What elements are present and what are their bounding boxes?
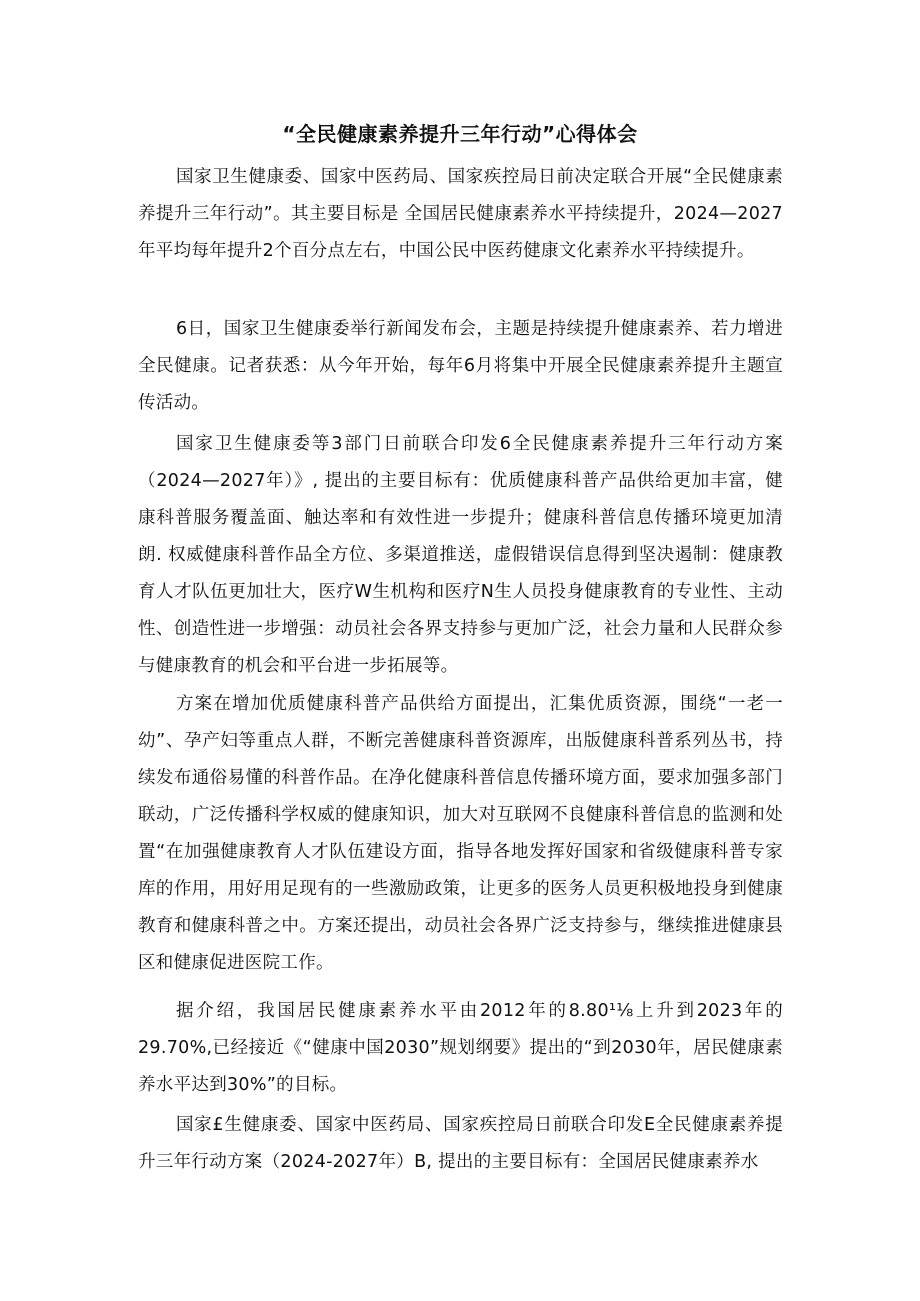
document-title: “全民健康素养提升三年行动”心得体会 [282, 122, 638, 146]
paragraph-3: 国家卫生健康委等3部门日前联合印发6全民健康素养提升三年行动方案（2024—2027年）》, 提出的主要目标有：优质健康科普产品供给更加丰富，健康科普服务覆盖面、触达率和有效性进一步提升；健康科普信息传播环境更加清朗. 权威健康科普作品全方位、多渠道推送，虚假错误信息得到坚决遏制：健康教育人才队伍更加壮大，医疗W生机构和医疗N生人员投身健康教育的专业性、主动性、创造性进一步增强：动员社会各界支持参与更加广泛，社会力量和人民群众参与健康教育的机会和平台进一步拓展等。 [138, 434, 783, 676]
paragraph-6: 国家£生健康委、国家中医药局、国家疾控局日前联合印发E全民健康素养提升三年行动方案（2024-2027年）B, 提出的主要目标有：全国居民健康素养水 [138, 1115, 783, 1172]
paragraph-5: 据介绍，我国居民健康素养水平由2012年的8.80¹⅛上升到2023年的29.70%,已经接近《“健康中国2030”规划纲要》提出的“到2030年，居民健康素养水平达到30%”的目标。 [138, 1001, 783, 1095]
paragraph-4: 方案在增加优质健康科普产品供给方面提出，汇集优质资源，围绕“一老一幼”、孕产妇等重点人群，不断完善健康科普资源库，出版健康科普系列丛书，持续发布通俗易懂的科普作品。在净化健康科普信息传播环境方面，要求加强多部门联动，广泛传播科学权威的健康知识，加大对互联网不良健康科普信息的监测和处置“在加强健康教育人才队伍建设方面，指导各地发挥好国家和省级健康科普专家库的作用，用好用足现有的一些激励政策，让更多的医务人员更积极地投身到健康教育和健康科普之中。方案还提出，动员社会各界广泛支持参与，继续推进健康县区和健康促进医院工作。 [138, 694, 783, 973]
paragraph-2: 6日，国家卫生健康委举行新闻发布会，主题是持续提升健康素养、若力增进全民健康。记者获悉：从今年开始，每年6月将集中开展全民健康素养提升主题宣传活动。 [138, 319, 783, 413]
paragraph-1: 国家卫生健康委、国家中医药局、国家疾控局日前决定联合开展“全民健康素养提升三年行动”。其主要目标是 全国居民健康素养水平持续提升，2024—2027年平均每年提升2个百分点左右，中国公民中医药健康文化素养水平持续提升。 [138, 167, 783, 261]
